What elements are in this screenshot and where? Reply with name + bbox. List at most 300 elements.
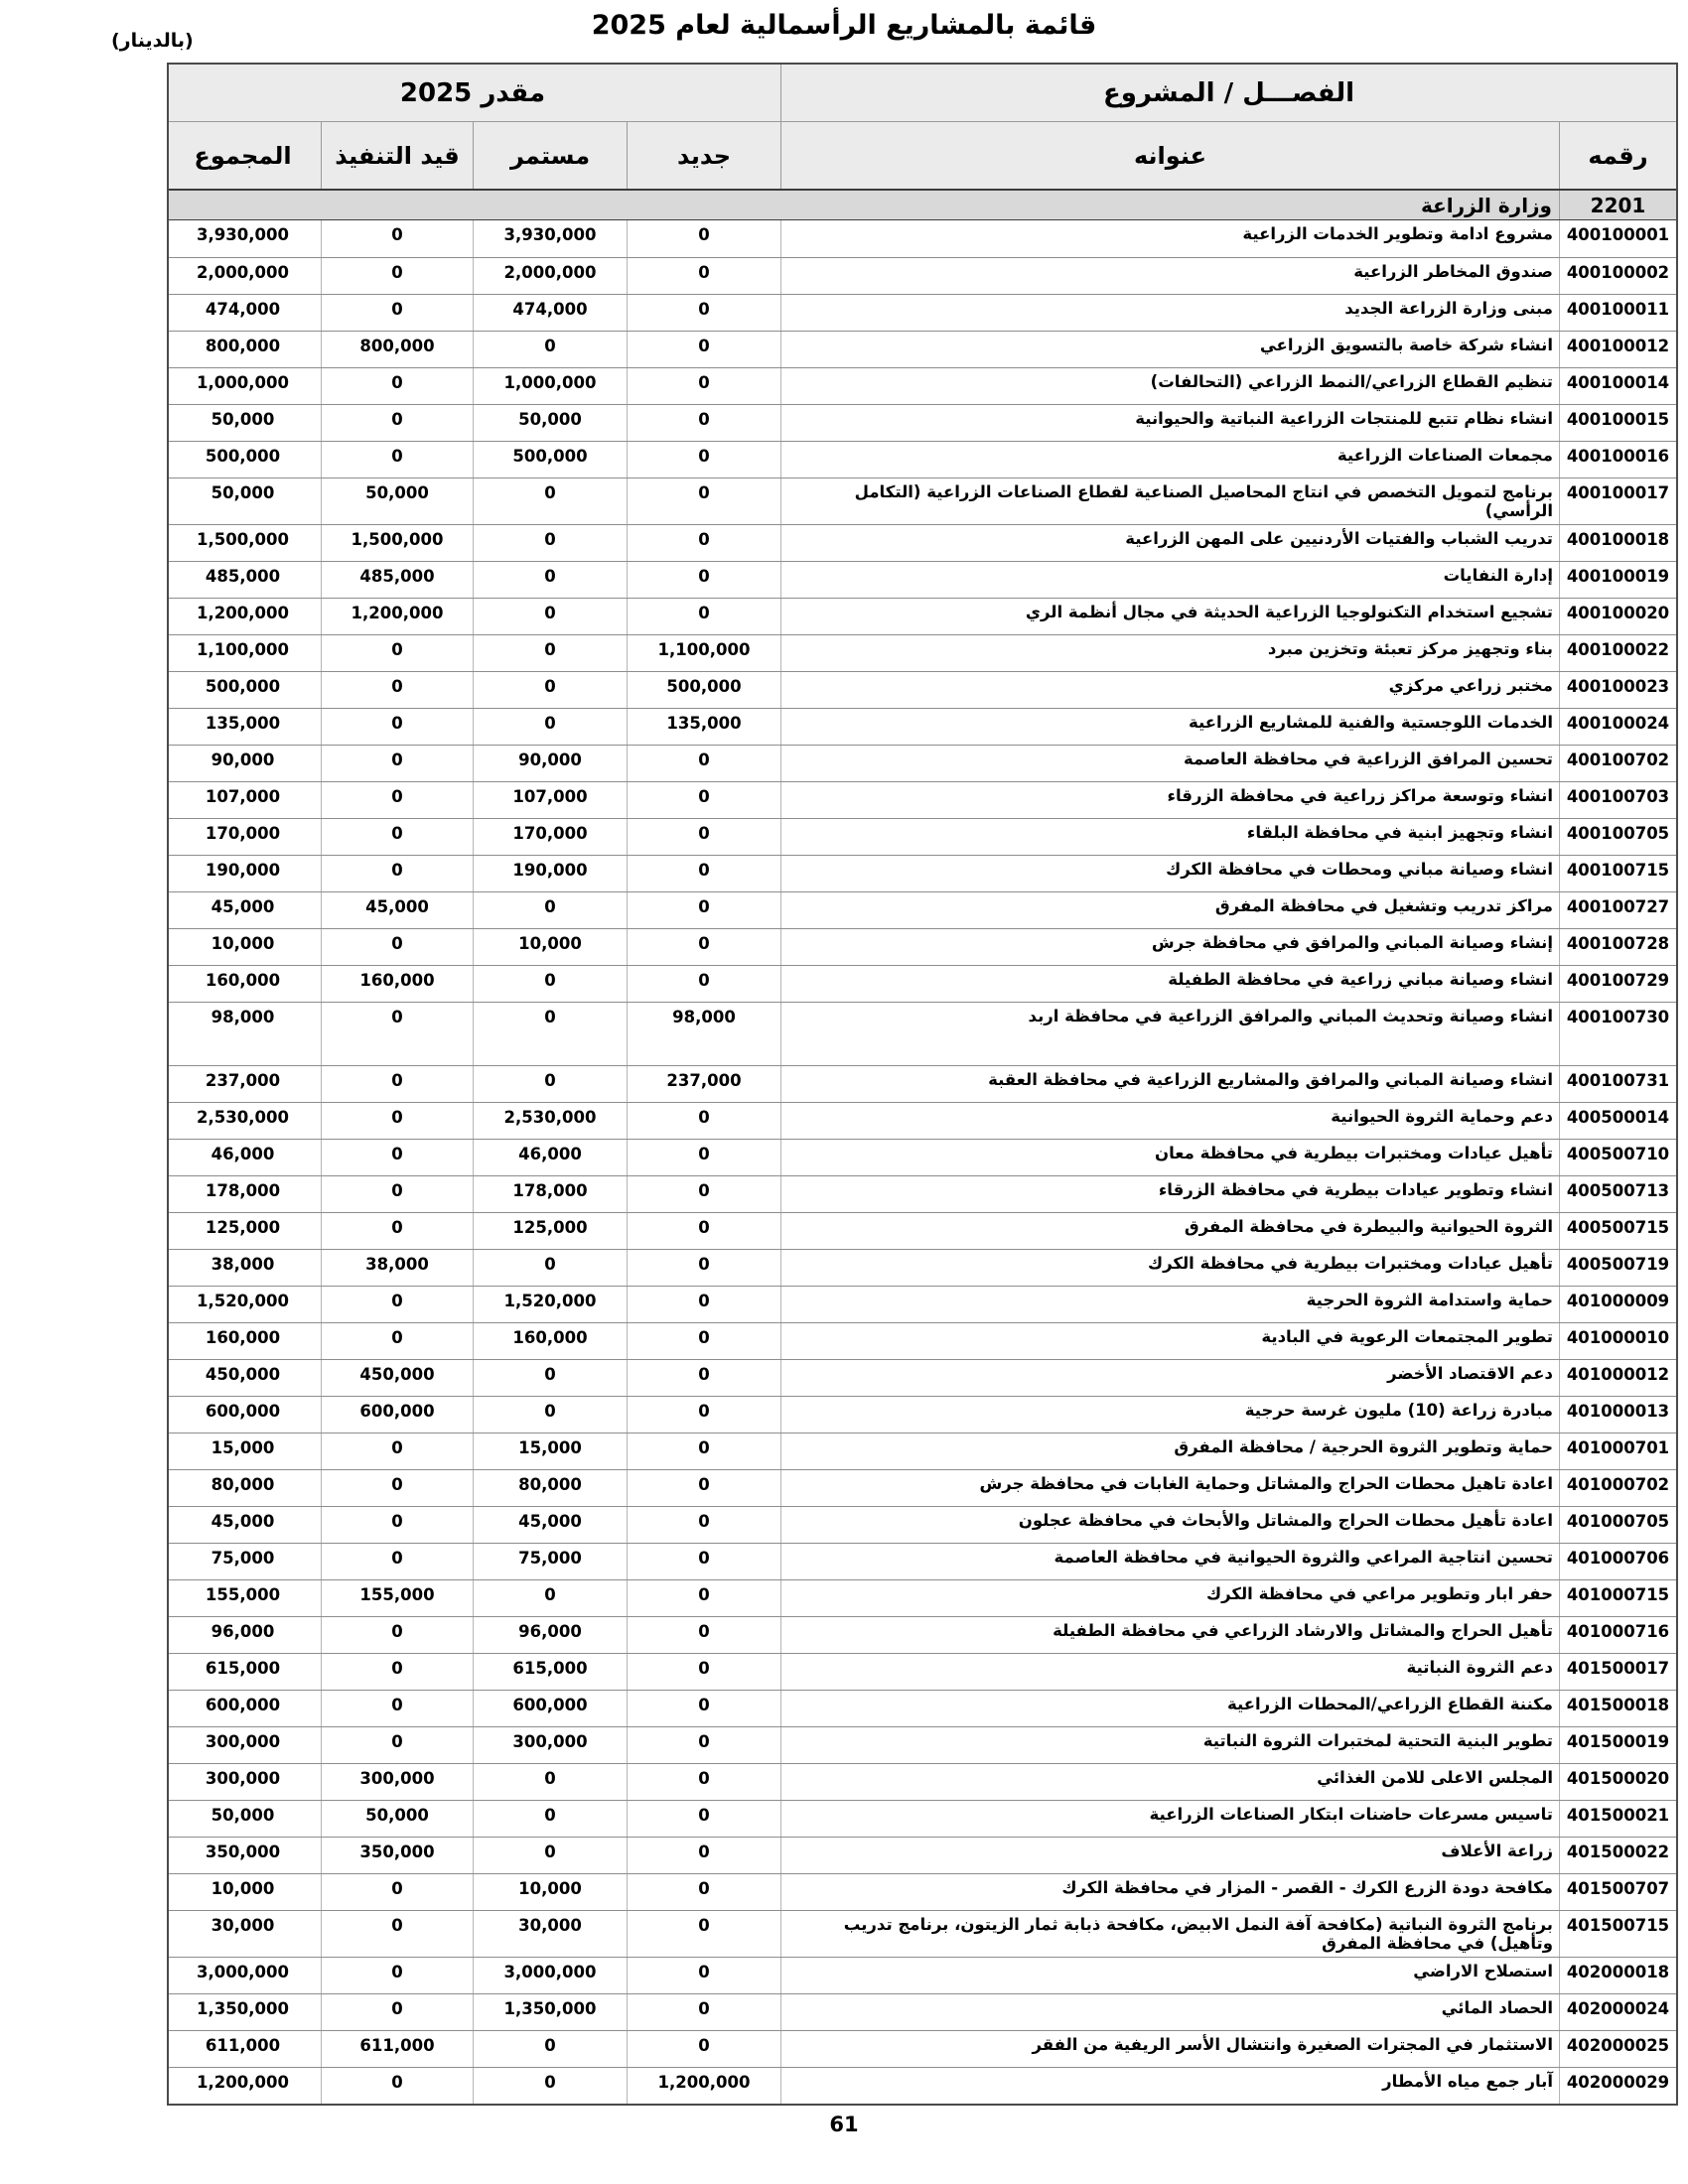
project-title-cell: دعم الاقتصاد الأخضر xyxy=(780,1360,1559,1396)
table-row xyxy=(169,965,1676,1002)
project-number-cell: 401000012 xyxy=(1559,1360,1676,1396)
project-number-cell: 401500017 xyxy=(1559,1654,1676,1690)
section-empty-cell xyxy=(165,191,780,219)
project-new-cell: 98,000 xyxy=(627,1003,780,1065)
project-number-cell: 401000705 xyxy=(1559,1507,1676,1543)
table-row xyxy=(169,1469,1676,1506)
project-in-progress-cell: 0 xyxy=(321,1323,473,1359)
table-row xyxy=(169,1726,1676,1763)
project-new-cell: 237,000 xyxy=(627,1066,780,1102)
project-title-cell: تأهيل عيادات ومختبرات بيطرية في محافظة الكرك xyxy=(780,1250,1559,1286)
project-in-progress-cell: 450,000 xyxy=(321,1360,473,1396)
page-title: قائمة بالمشاريع الرأسمالية لعام 2025 xyxy=(591,10,1097,41)
project-new-cell: 0 xyxy=(627,929,780,965)
project-new-cell: 0 xyxy=(627,1360,780,1396)
project-in-progress-cell: 0 xyxy=(321,819,473,855)
project-continuing-cell: 0 xyxy=(473,1397,627,1433)
project-number-cell: 400100705 xyxy=(1559,819,1676,855)
project-total-cell: 107,000 xyxy=(205,786,281,806)
page-number: 61 xyxy=(829,2113,859,2136)
project-number-cell: 400100018 xyxy=(1559,525,1676,561)
project-total-cell: 50,000 xyxy=(211,483,275,502)
project-new-cell: 135,000 xyxy=(627,709,780,745)
project-number-cell: 400100729 xyxy=(1559,966,1676,1002)
project-number-cell: 401500018 xyxy=(1559,1691,1676,1726)
project-title-cell: انشاء شركة خاصة بالتسويق الزراعي xyxy=(780,332,1559,367)
capital-projects-table xyxy=(167,63,1678,2106)
project-continuing-cell: 0 xyxy=(473,332,627,367)
project-total-cell: 450,000 xyxy=(205,1364,281,1384)
project-total-cell: 3,000,000 xyxy=(197,1962,289,1981)
project-in-progress-cell: 0 xyxy=(321,1287,473,1322)
project-new-cell: 0 xyxy=(627,1580,780,1616)
project-title-cell: مكافحة دودة الزرع الكرك - القصر - المزار في محافظة الكرك xyxy=(780,1874,1559,1910)
column-header-number: رقمه xyxy=(1559,122,1676,189)
project-continuing-cell: 615,000 xyxy=(473,1654,627,1690)
project-total-cell: 500,000 xyxy=(205,447,281,466)
project-in-progress-cell: 0 xyxy=(321,295,473,331)
table-row xyxy=(169,331,1676,367)
table-row xyxy=(169,294,1676,331)
project-in-progress-cell: 0 xyxy=(321,1003,473,1065)
project-title-cell: مبادرة زراعة (10) مليون غرسة حرجية xyxy=(780,1397,1559,1433)
project-continuing-cell: 178,000 xyxy=(473,1176,627,1212)
project-in-progress-cell: 0 xyxy=(321,1066,473,1102)
project-new-cell: 0 xyxy=(627,1287,780,1322)
project-continuing-cell: 1,520,000 xyxy=(473,1287,627,1322)
project-continuing-cell: 0 xyxy=(473,1764,627,1800)
project-total-cell: 1,520,000 xyxy=(197,1291,289,1310)
project-continuing-cell: 1,350,000 xyxy=(473,1994,627,2030)
project-continuing-cell: 500,000 xyxy=(473,442,627,478)
project-new-cell: 0 xyxy=(627,332,780,367)
project-new-cell: 0 xyxy=(627,1507,780,1543)
project-continuing-cell: 80,000 xyxy=(473,1470,627,1506)
project-new-cell: 0 xyxy=(627,525,780,561)
project-continuing-cell: 0 xyxy=(473,1580,627,1616)
project-continuing-cell: 0 xyxy=(473,1801,627,1837)
table-row xyxy=(169,1653,1676,1690)
table-row xyxy=(169,2030,1676,2067)
project-title-cell: حفر ابار وتطوير مراعي في محافظة الكرك xyxy=(780,1580,1559,1616)
project-continuing-cell: 3,000,000 xyxy=(473,1958,627,1993)
project-new-cell: 0 xyxy=(627,856,780,891)
project-title-cell: تطوير البنية التحتية لمختبرات الثروة النباتية xyxy=(780,1727,1559,1763)
project-title-cell: الثروة الحيوانية والبيطرة في محافظة المفرق xyxy=(780,1213,1559,1249)
project-in-progress-cell: 350,000 xyxy=(321,1838,473,1873)
project-new-cell: 0 xyxy=(627,405,780,441)
project-number-cell: 402000024 xyxy=(1559,1994,1676,2030)
project-new-cell: 0 xyxy=(627,1801,780,1837)
table-row xyxy=(169,1800,1676,1837)
project-in-progress-cell: 0 xyxy=(321,442,473,478)
column-header-total: المجموع xyxy=(194,141,292,170)
project-in-progress-cell: 0 xyxy=(321,1994,473,2030)
project-title-cell: اعادة تاهيل محطات الحراج والمشاتل وحماية الغابات في محافظة جرش xyxy=(780,1470,1559,1506)
project-new-cell: 0 xyxy=(627,1433,780,1469)
project-number-cell: 401500022 xyxy=(1559,1838,1676,1873)
table-row xyxy=(169,1065,1676,1102)
table-row xyxy=(169,2067,1676,2104)
project-number-cell: 400100731 xyxy=(1559,1066,1676,1102)
project-number-cell: 400500715 xyxy=(1559,1213,1676,1249)
table-row xyxy=(169,1433,1676,1469)
project-title-cell: انشاء وتجهيز ابنية في محافظة البلقاء xyxy=(780,819,1559,855)
project-number-cell: 400500719 xyxy=(1559,1250,1676,1286)
project-total-cell: 50,000 xyxy=(211,410,275,429)
project-in-progress-cell: 0 xyxy=(321,368,473,404)
project-total-cell: 1,100,000 xyxy=(197,639,289,659)
column-header-in-progress: قيد التنفيذ xyxy=(321,122,473,189)
project-title-cell: تطوير المجتمعات الرعوية في البادية xyxy=(780,1323,1559,1359)
project-continuing-cell: 0 xyxy=(473,966,627,1002)
project-in-progress-cell: 0 xyxy=(321,1727,473,1763)
project-title-cell: انشاء وصيانة مباني زراعية في محافظة الطفيلة xyxy=(780,966,1559,1002)
project-title-cell: حماية واستدامة الثروة الحرجية xyxy=(780,1287,1559,1322)
project-continuing-cell: 0 xyxy=(473,892,627,928)
project-number-cell: 400100014 xyxy=(1559,368,1676,404)
project-number-cell: 400100703 xyxy=(1559,782,1676,818)
project-total-cell: 3,930,000 xyxy=(197,225,289,244)
project-in-progress-cell: 0 xyxy=(321,1140,473,1175)
table-row xyxy=(169,1102,1676,1139)
project-in-progress-cell: 155,000 xyxy=(321,1580,473,1616)
project-total-cell: 15,000 xyxy=(211,1437,275,1457)
project-continuing-cell: 45,000 xyxy=(473,1507,627,1543)
project-number-cell: 401000716 xyxy=(1559,1617,1676,1653)
table-row xyxy=(169,634,1676,671)
project-title-cell: انشاء نظام تتبع للمنتجات الزراعية النباتية والحيوانية xyxy=(780,405,1559,441)
project-continuing-cell: 190,000 xyxy=(473,856,627,891)
project-number-cell: 401000009 xyxy=(1559,1287,1676,1322)
project-in-progress-cell: 0 xyxy=(321,1176,473,1212)
project-in-progress-cell: 0 xyxy=(321,1544,473,1579)
table-row xyxy=(169,1359,1676,1396)
project-continuing-cell: 0 xyxy=(473,525,627,561)
project-title-cell: الخدمات اللوجستية والفنية للمشاريع الزراعية xyxy=(780,709,1559,745)
project-continuing-cell: 0 xyxy=(473,672,627,708)
project-in-progress-cell: 0 xyxy=(321,1617,473,1653)
project-total-cell: 160,000 xyxy=(205,970,281,990)
project-title-cell: الاستثمار في المجترات الصغيرة وانتشال الأسر الريفية من الفقر xyxy=(780,2031,1559,2067)
project-total-cell: 155,000 xyxy=(205,1584,281,1604)
table-row xyxy=(169,891,1676,928)
project-number-cell: 401500019 xyxy=(1559,1727,1676,1763)
project-new-cell: 0 xyxy=(627,1994,780,2030)
table-row xyxy=(169,1139,1676,1175)
project-total-cell: 474,000 xyxy=(205,300,281,319)
project-in-progress-cell: 0 xyxy=(321,2068,473,2104)
project-continuing-cell: 0 xyxy=(473,2031,627,2067)
project-new-cell: 0 xyxy=(627,892,780,928)
project-in-progress-cell: 0 xyxy=(321,1433,473,1469)
project-continuing-cell: 0 xyxy=(473,635,627,671)
project-number-cell: 400100011 xyxy=(1559,295,1676,331)
project-title-cell: برنامج الثروة النباتية (مكافحة آفة النمل الابيض، مكافحة ذبابة ثمار الزيتون، برنامج تدريب وتأهيل) في محافظة المفرق xyxy=(780,1911,1559,1957)
project-title-cell: تشجيع استخدام التكنولوجيا الزراعية الحديثة في مجال أنظمة الري xyxy=(780,599,1559,634)
project-continuing-cell: 50,000 xyxy=(473,405,627,441)
project-title-cell: انشاء وصيانة وتحديث المباني والمرافق الزراعية في محافظة اربد xyxy=(780,1003,1559,1065)
project-new-cell: 0 xyxy=(627,1654,780,1690)
project-total-cell: 135,000 xyxy=(205,713,281,733)
project-new-cell: 0 xyxy=(627,1544,780,1579)
project-new-cell: 0 xyxy=(627,1911,780,1957)
project-in-progress-cell: 1,500,000 xyxy=(321,525,473,561)
project-new-cell: 0 xyxy=(627,1103,780,1139)
project-title-cell: تاسيس مسرعات حاضنات ابتكار الصناعات الزراعية xyxy=(780,1801,1559,1837)
project-total-cell: 170,000 xyxy=(205,823,281,843)
project-number-cell: 401500707 xyxy=(1559,1874,1676,1910)
project-total-cell: 80,000 xyxy=(211,1474,275,1494)
project-total-cell: 10,000 xyxy=(211,933,275,953)
project-title-cell: انشاء وصيانة مباني ومحطات في محافظة الكرك xyxy=(780,856,1559,891)
section-name: وزارة الزراعة xyxy=(1420,193,1552,217)
project-title-cell: انشاء وتطوير عيادات بيطرية في محافظة الزرقاء xyxy=(780,1176,1559,1212)
table-row xyxy=(169,671,1676,708)
project-in-progress-cell: 0 xyxy=(321,405,473,441)
project-total-cell: 98,000 xyxy=(211,1007,275,1026)
table-row xyxy=(169,1249,1676,1286)
project-title-cell: مختبر زراعي مركزي xyxy=(780,672,1559,708)
project-title-cell: مراكز تدريب وتشغيل في محافظة المفرق xyxy=(780,892,1559,928)
project-number-cell: 400100015 xyxy=(1559,405,1676,441)
table-row xyxy=(169,1873,1676,1910)
project-number-cell: 401500020 xyxy=(1559,1764,1676,1800)
project-number-cell: 400100019 xyxy=(1559,562,1676,598)
project-title-cell: الحصاد المائي xyxy=(780,1994,1559,2030)
project-number-cell: 400100020 xyxy=(1559,599,1676,634)
table-row xyxy=(169,781,1676,818)
section-row-ministry-of-agriculture xyxy=(169,189,1676,219)
table-row xyxy=(169,1837,1676,1873)
project-in-progress-cell: 160,000 xyxy=(321,966,473,1002)
project-new-cell: 0 xyxy=(627,220,780,257)
table-row xyxy=(169,1690,1676,1726)
project-continuing-cell: 15,000 xyxy=(473,1433,627,1469)
project-in-progress-cell: 600,000 xyxy=(321,1397,473,1433)
project-in-progress-cell: 38,000 xyxy=(321,1250,473,1286)
project-number-cell: 400100001 xyxy=(1559,220,1676,257)
project-in-progress-cell: 0 xyxy=(321,709,473,745)
project-new-cell: 0 xyxy=(627,1140,780,1175)
project-title-cell: برنامج لتمويل التخصص في انتاج المحاصيل الصناعية لقطاع الصناعات الزراعية (التكامل الرأسي) xyxy=(780,478,1559,524)
project-new-cell: 0 xyxy=(627,819,780,855)
project-in-progress-cell: 0 xyxy=(321,929,473,965)
project-continuing-cell: 170,000 xyxy=(473,819,627,855)
project-new-cell: 0 xyxy=(627,2031,780,2067)
project-in-progress-cell: 800,000 xyxy=(321,332,473,367)
table-row xyxy=(169,708,1676,745)
project-continuing-cell: 107,000 xyxy=(473,782,627,818)
project-total-cell: 2,000,000 xyxy=(197,263,289,282)
table-row xyxy=(169,818,1676,855)
project-in-progress-cell: 485,000 xyxy=(321,562,473,598)
table-row xyxy=(169,1212,1676,1249)
project-total-cell: 190,000 xyxy=(205,860,281,880)
project-continuing-cell: 10,000 xyxy=(473,929,627,965)
project-total-cell: 600,000 xyxy=(205,1401,281,1421)
project-total-cell: 10,000 xyxy=(211,1878,275,1898)
project-continuing-cell: 30,000 xyxy=(473,1911,627,1957)
project-number-cell: 400100024 xyxy=(1559,709,1676,745)
project-total-cell: 611,000 xyxy=(205,2035,281,2055)
project-title-cell: زراعة الأعلاف xyxy=(780,1838,1559,1873)
project-total-cell: 1,000,000 xyxy=(197,373,289,392)
project-new-cell: 0 xyxy=(627,1176,780,1212)
project-number-cell: 400100012 xyxy=(1559,332,1676,367)
project-new-cell: 1,200,000 xyxy=(627,2068,780,2104)
project-continuing-cell: 300,000 xyxy=(473,1727,627,1763)
project-total-cell: 1,200,000 xyxy=(197,603,289,622)
table-row xyxy=(169,441,1676,478)
project-total-cell: 500,000 xyxy=(205,676,281,696)
project-in-progress-cell: 0 xyxy=(321,1507,473,1543)
project-continuing-cell: 125,000 xyxy=(473,1213,627,1249)
project-total-cell: 1,500,000 xyxy=(197,529,289,549)
project-total-cell: 800,000 xyxy=(205,337,281,355)
column-header-continuing: مستمر xyxy=(473,122,627,189)
project-number-cell: 402000018 xyxy=(1559,1958,1676,1993)
project-number-cell: 401000010 xyxy=(1559,1323,1676,1359)
project-total-cell: 45,000 xyxy=(211,1511,275,1531)
table-row xyxy=(169,1993,1676,2030)
table-row xyxy=(169,1543,1676,1579)
table-row xyxy=(169,478,1676,524)
project-title-cell: تنظيم القطاع الزراعي/النمط الزراعي (التحالفات) xyxy=(780,368,1559,404)
table-column-headers xyxy=(169,121,1676,189)
project-title-cell: استصلاح الاراضي xyxy=(780,1958,1559,1993)
table-row xyxy=(169,1002,1676,1065)
project-new-cell: 0 xyxy=(627,478,780,524)
project-in-progress-cell: 0 xyxy=(321,1874,473,1910)
project-total-cell: 90,000 xyxy=(211,750,275,769)
project-title-cell: مبنى وزارة الزراعة الجديد xyxy=(780,295,1559,331)
project-in-progress-cell: 0 xyxy=(321,672,473,708)
table-row xyxy=(169,745,1676,781)
project-in-progress-cell: 1,200,000 xyxy=(321,599,473,634)
project-continuing-cell: 0 xyxy=(473,562,627,598)
project-new-cell: 0 xyxy=(627,1764,780,1800)
project-new-cell: 0 xyxy=(627,1958,780,1993)
project-title-cell: انشاء وتوسعة مراكز زراعية في محافظة الزرقاء xyxy=(780,782,1559,818)
project-in-progress-cell: 50,000 xyxy=(321,1801,473,1837)
project-in-progress-cell: 0 xyxy=(321,258,473,294)
project-number-cell: 401000701 xyxy=(1559,1433,1676,1469)
project-new-cell: 0 xyxy=(627,1838,780,1873)
project-new-cell: 0 xyxy=(627,295,780,331)
project-continuing-cell: 0 xyxy=(473,1003,627,1065)
project-total-cell: 96,000 xyxy=(211,1621,275,1641)
project-title-cell: تدريب الشباب والفتيات الأردنيين على المهن الزراعية xyxy=(780,525,1559,561)
project-in-progress-cell: 50,000 xyxy=(321,478,473,524)
project-continuing-cell: 0 xyxy=(473,1066,627,1102)
table-row xyxy=(169,1286,1676,1322)
project-title-cell: المجلس الاعلى للامن الغذائي xyxy=(780,1764,1559,1800)
project-new-cell: 0 xyxy=(627,746,780,781)
project-new-cell: 0 xyxy=(627,1397,780,1433)
project-new-cell: 0 xyxy=(627,599,780,634)
project-number-cell: 402000025 xyxy=(1559,2031,1676,2067)
project-in-progress-cell: 0 xyxy=(321,782,473,818)
table-row xyxy=(169,1175,1676,1212)
project-title-cell: تحسين انتاجية المراعي والثروة الحيوانية في محافظة العاصمة xyxy=(780,1544,1559,1579)
project-in-progress-cell: 0 xyxy=(321,1911,473,1957)
table-row xyxy=(169,1396,1676,1433)
table-row xyxy=(169,928,1676,965)
project-number-cell: 400100022 xyxy=(1559,635,1676,671)
project-new-cell: 0 xyxy=(627,1213,780,1249)
project-continuing-cell: 3,930,000 xyxy=(473,220,627,257)
table-row xyxy=(169,367,1676,404)
project-number-cell: 400100702 xyxy=(1559,746,1676,781)
project-in-progress-cell: 0 xyxy=(321,1691,473,1726)
table-row xyxy=(169,257,1676,294)
project-new-cell: 0 xyxy=(627,368,780,404)
table-body xyxy=(169,219,1676,2104)
column-header-title: عنوانه xyxy=(780,122,1559,189)
project-title-cell: مجمعات الصناعات الزراعية xyxy=(780,442,1559,478)
project-new-cell: 0 xyxy=(627,1727,780,1763)
project-title-cell: بناء وتجهيز مركز تعبئة وتخزين مبرد xyxy=(780,635,1559,671)
table-row xyxy=(169,1957,1676,1993)
project-number-cell: 401000013 xyxy=(1559,1397,1676,1433)
table-row xyxy=(169,404,1676,441)
project-number-cell: 401000715 xyxy=(1559,1580,1676,1616)
project-total-cell: 50,000 xyxy=(211,1805,275,1825)
project-in-progress-cell: 0 xyxy=(321,1103,473,1139)
project-new-cell: 0 xyxy=(627,1470,780,1506)
project-in-progress-cell: 0 xyxy=(321,635,473,671)
project-total-cell: 75,000 xyxy=(211,1548,275,1568)
project-number-cell: 400100727 xyxy=(1559,892,1676,928)
project-title-cell: صندوق المخاطر الزراعية xyxy=(780,258,1559,294)
project-total-cell: 160,000 xyxy=(205,1327,281,1347)
project-total-cell: 350,000 xyxy=(205,1842,281,1861)
project-total-cell: 1,350,000 xyxy=(197,1998,289,2018)
project-in-progress-cell: 300,000 xyxy=(321,1764,473,1800)
project-in-progress-cell: 611,000 xyxy=(321,2031,473,2067)
project-number-cell: 401500021 xyxy=(1559,1801,1676,1837)
table-row xyxy=(169,1506,1676,1543)
project-number-cell: 400500014 xyxy=(1559,1103,1676,1139)
project-title-cell: حماية وتطوير الثروة الحرجية / محافظة المفرق xyxy=(780,1433,1559,1469)
project-title-cell: مشروع ادامة وتطوير الخدمات الزراعية xyxy=(780,220,1559,257)
project-title-cell: دعم الثروة النباتية xyxy=(780,1654,1559,1690)
project-number-cell: 401000706 xyxy=(1559,1544,1676,1579)
project-continuing-cell: 474,000 xyxy=(473,295,627,331)
table-row xyxy=(169,524,1676,561)
project-continuing-cell: 90,000 xyxy=(473,746,627,781)
project-number-cell: 400100002 xyxy=(1559,258,1676,294)
project-continuing-cell: 1,000,000 xyxy=(473,368,627,404)
project-continuing-cell: 600,000 xyxy=(473,1691,627,1726)
project-continuing-cell: 160,000 xyxy=(473,1323,627,1359)
project-total-cell: 125,000 xyxy=(205,1217,281,1237)
table-row xyxy=(169,598,1676,634)
project-continuing-cell: 0 xyxy=(473,2068,627,2104)
table-row xyxy=(169,1322,1676,1359)
table-row xyxy=(169,220,1676,257)
project-number-cell: 400100016 xyxy=(1559,442,1676,478)
project-title-cell: انشاء وصيانة المباني والمرافق والمشاريع الزراعية في محافظة العقبة xyxy=(780,1066,1559,1102)
project-new-cell: 1,100,000 xyxy=(627,635,780,671)
project-continuing-cell: 0 xyxy=(473,1360,627,1396)
project-new-cell: 0 xyxy=(627,1323,780,1359)
project-continuing-cell: 0 xyxy=(473,599,627,634)
project-title-cell: تأهيل الحراج والمشاتل والارشاد الزراعي في محافظة الطفيلة xyxy=(780,1617,1559,1653)
table-row xyxy=(169,855,1676,891)
project-number-cell: 400100017 xyxy=(1559,478,1676,524)
